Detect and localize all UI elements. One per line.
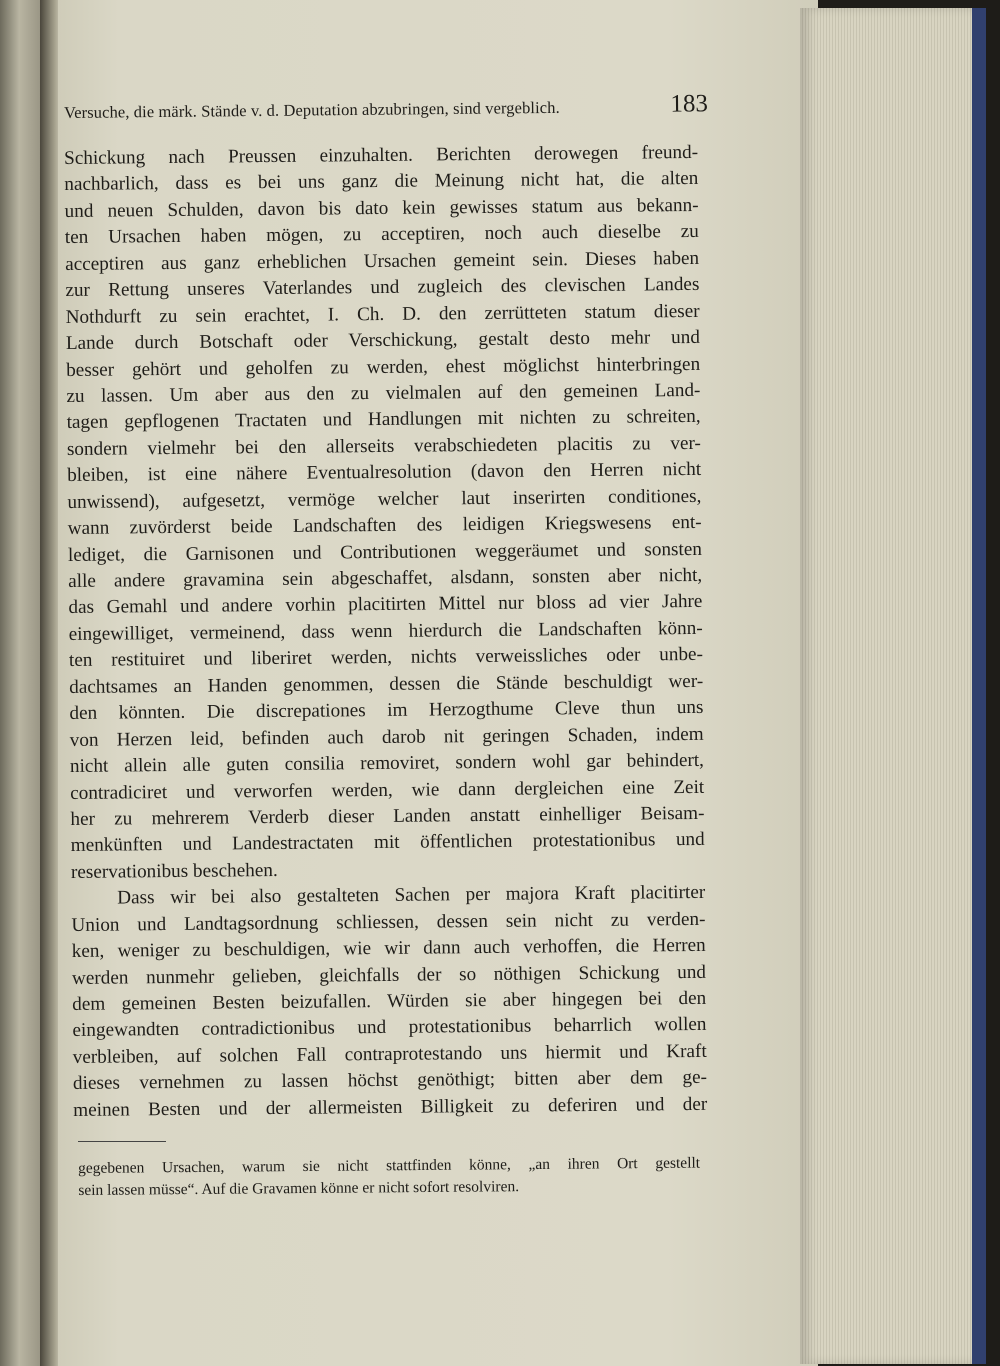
text-line: wann zuvörderst beide Landschaften des leidigen Kriegswesens ent-: [67, 512, 702, 540]
text-line: zu lassen. Um aber aus den zu vielmalen auf den gemeinen Land-: [66, 379, 701, 407]
text-line: lediget, die Garnisonen und Contributionen weggeräumet und sonsten: [67, 538, 702, 566]
text-line: ten Ursachen haben mögen, zu acceptiren, noch auch dieselbe zu: [64, 221, 699, 249]
text-line: unwissend), aufgesetzt, vermöge welcher laut inserirten conditiones,: [67, 485, 702, 513]
text-line: contradiciret und verworfen werden, wie dann dergleichen eine Zeit: [70, 776, 705, 804]
page-number: 183: [670, 90, 709, 118]
text-line: besser gehört und geholfen zu werden, ehest möglichst hinterbringen: [66, 353, 701, 381]
text-line: meinen Besten und der allermeisten Billigkeit zu deferiren und der: [73, 1093, 708, 1121]
text-line: ken, weniger zu beschuldigen, wie wir dann auch verhoffen, die Herren: [71, 935, 706, 963]
text-line: menkünften und Landestractaten mit öffentlichen protestationibus und: [70, 829, 705, 857]
text-line: Lande durch Botschaft oder Verschickung, gestalt desto mehr und: [65, 326, 700, 355]
text-line: acceptiren aus ganz erheblichen Ursachen gemeint sein. Dieses haben: [65, 247, 700, 275]
text-line: Dass wir bei also gestalteten Sachen per majora Kraft placitirter: [117, 882, 706, 909]
text-line: nicht allein alle guten consilia removiret, sondern wohl gar behindert,: [69, 749, 705, 778]
text-line: das Gemahl und andere vorhin placitirten Mittel nur bloss ad vier Jahre: [68, 591, 703, 619]
text-line: dachtsames an Handen genommen, dessen die Stände beschuldigt wer-: [69, 670, 704, 698]
text-line: Union und Landtagsordnung schliessen, dessen sein nicht zu verden-: [71, 908, 706, 936]
text-line: ten restituiret und liberiret werden, nichts verweissliches oder unbe-: [68, 644, 704, 672]
text-line: werden nunmehr gelieben, gleichfalls der so nöthigen Schickung und: [71, 961, 707, 989]
text-line: und neuen Schulden, davon bis dato kein gewisses statum aus bekann-: [64, 194, 699, 222]
footnote-line: sein lassen müsse“. Auf die Gravamen könne er nicht sofort resolviren.: [78, 1178, 520, 1199]
body-text: [64, 140, 707, 1124]
footnote-line: gegebenen Ursachen, warum sie nicht stattfinden könne, „an ihren Ort gestellt: [78, 1154, 701, 1177]
text-line: Schickung nach Preussen einzuhalten. Berichten derowegen freund-: [64, 141, 699, 169]
text-line: dem gemeinen Besten beizufallen. Würden sie aber hingegen bei den: [72, 987, 707, 1015]
text-line: eingewilliget, vermeinend, dass wenn hierdurch die Landschaften könn-: [68, 617, 703, 645]
footnote-rule: [78, 1141, 166, 1142]
page-edges-stack: [800, 8, 978, 1364]
text-line: nachbarlich, dass es bei uns ganz die Meinung nicht hat, die alten: [64, 168, 699, 196]
running-title: Versuche, die märk. Stände v. d. Deputation abzubringen, sind vergeblich.: [63, 97, 560, 122]
text-line: verbleiben, auf solchen Fall contraprotestando uns hiermit und Kraft: [72, 1040, 707, 1068]
text-line: alle andere gravamina sein abgeschaffet, alsdann, sonsten aber nicht,: [68, 564, 703, 592]
text-line: zur Rettung unseres Vaterlandes und zugleich des clevischen Landes: [65, 274, 700, 302]
text-line: sondern vielmehr bei den allerseits verabschiedeten placitis zu ver-: [66, 432, 701, 460]
footnote: [78, 1153, 700, 1202]
text-line: den könnten. Die discrepationes im Herzogthume Cleve thun uns: [69, 697, 704, 725]
book-cover-edge: [972, 8, 986, 1364]
text-line: bleiben, ist eine nähere Eventualresolution (davon den Herren nicht: [67, 459, 702, 487]
text-line: Nothdurft zu sein erachtet, I. Ch. D. den zerrütteten statum dieser: [65, 300, 700, 328]
text-line: eingewandten contradictionibus und protestationibus beharrlich wollen: [72, 1014, 707, 1042]
text-line: her zu mehrerem Verderb dieser Landen anstatt einhelliger Beisam-: [70, 802, 705, 830]
text-line: reservationibus beschehen.: [70, 859, 278, 883]
text-line: tagen gepflogenen Tractaten und Handlungen mit nichten zu schreiten,: [66, 406, 701, 434]
text-line: dieses vernehmen zu lassen höchst genöthigt; bitten aber dem ge-: [72, 1067, 708, 1095]
text-line: von Herzen leid, befinden auch darob nit geringen Schaden, indem: [69, 723, 704, 751]
